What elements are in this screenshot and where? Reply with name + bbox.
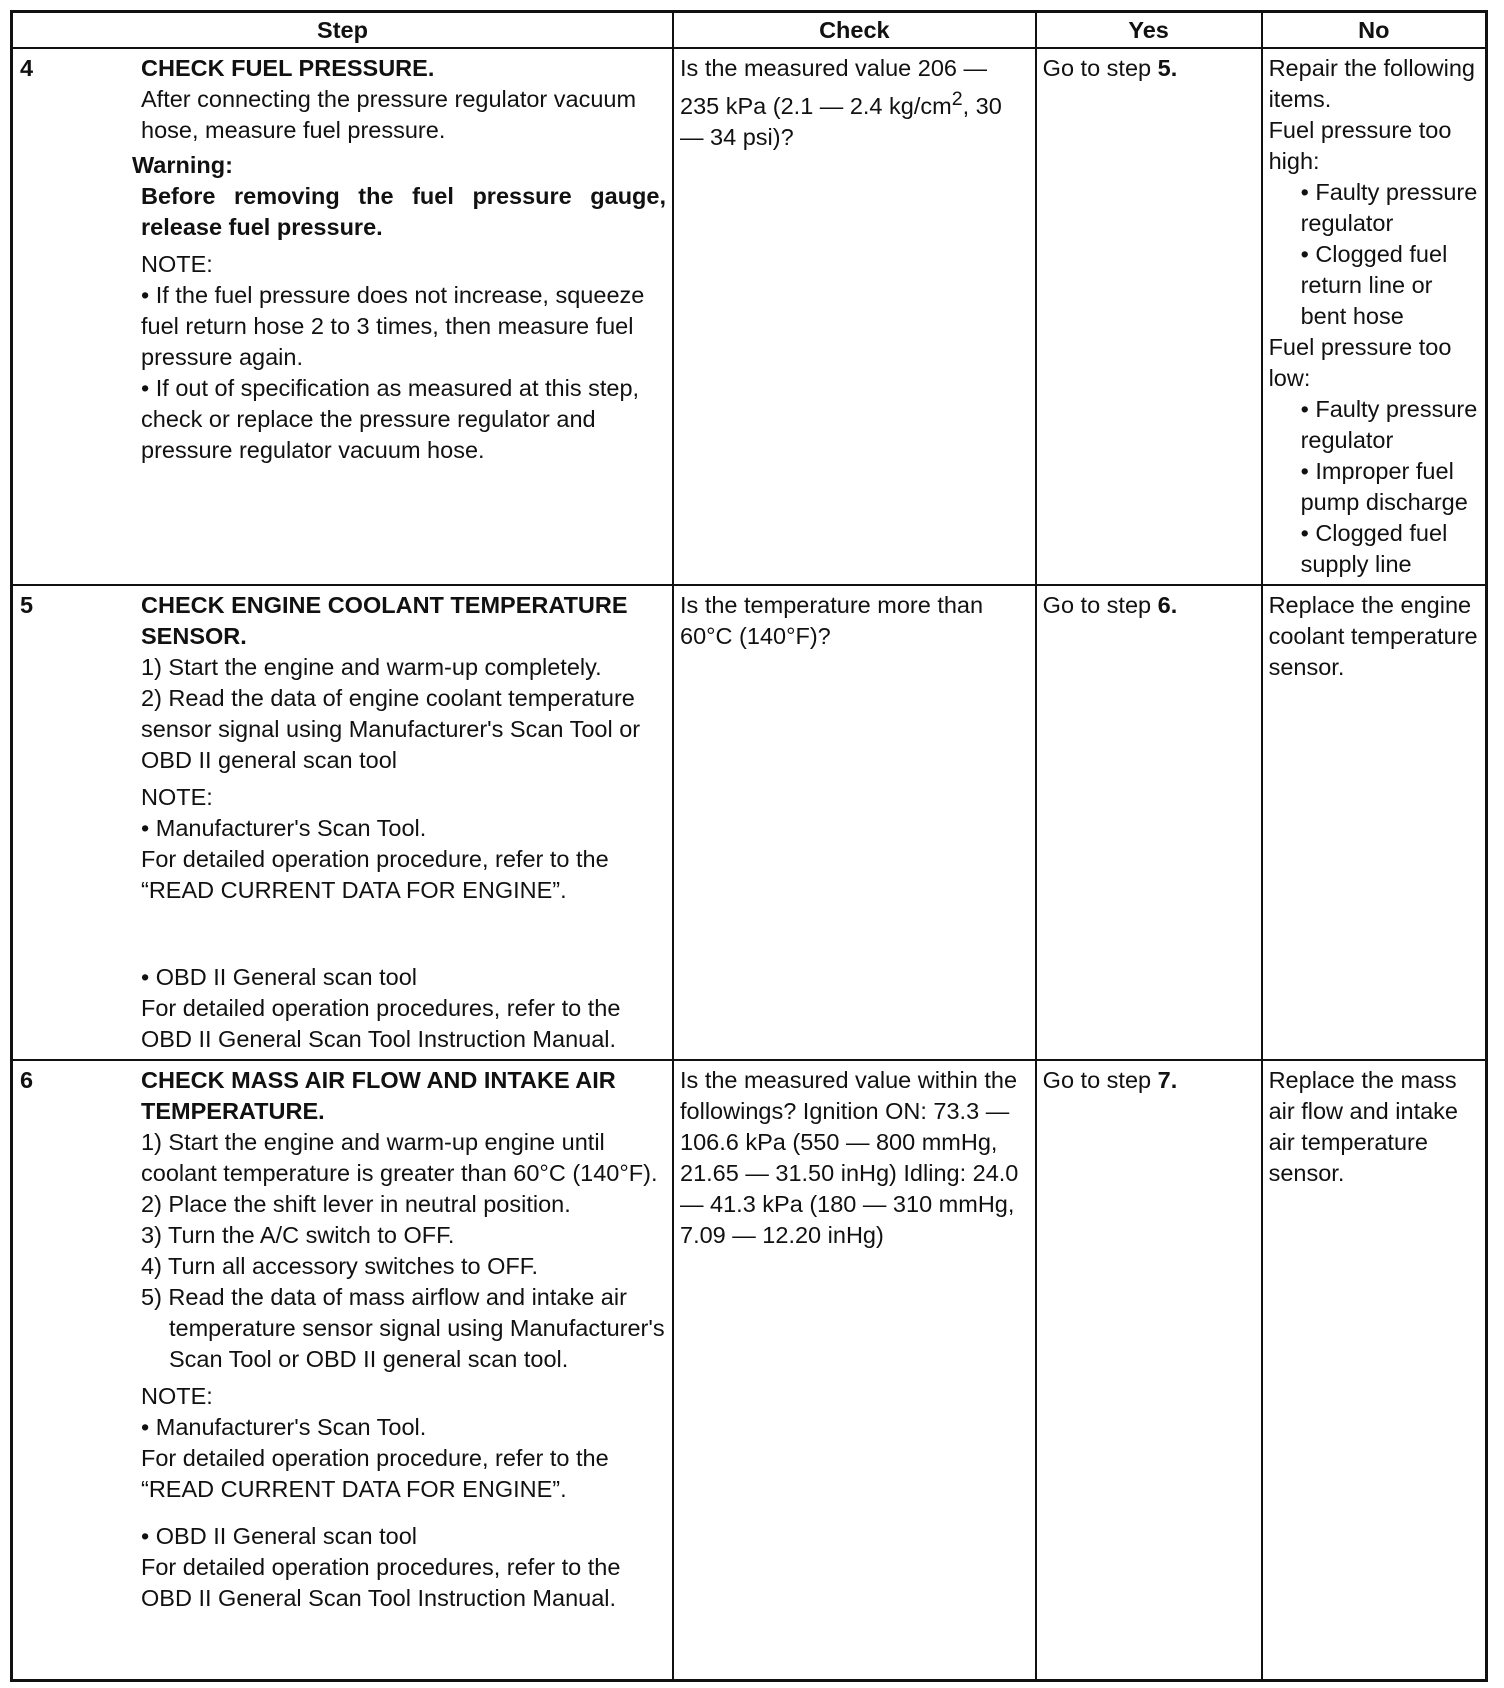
note-label: NOTE: (141, 251, 213, 277)
yes-step: 6. (1157, 592, 1178, 618)
diagnostic-table (10, 10, 1488, 1682)
note-item: • Manufacturer's Scan Tool. (141, 1414, 427, 1440)
no-item: • Faulty pressure regulator (1300, 179, 1478, 236)
note-text: For detailed operation procedures, refer to the OBD II General Scan Tool Instruction Manual. (141, 995, 621, 1052)
step-cell (12, 48, 674, 585)
check-text-end: , 30 — 34 psi)? (680, 92, 1002, 150)
yes-step: 7. (1157, 1067, 1178, 1093)
no-high-label: Fuel pressure too high: (1268, 117, 1452, 174)
yes-cell (1036, 48, 1262, 585)
yes-step: 5. (1157, 55, 1178, 81)
note-item: • If the fuel pressure does not increase, squeeze fuel return hose 2 to 3 times, then measure fuel pressure again. (141, 282, 645, 370)
note-label: NOTE: (141, 784, 213, 810)
check-cell (673, 48, 1036, 585)
yes-text: Go to step (1042, 1067, 1158, 1093)
procedure-step: 2) Read the data of engine coolant temperature sensor signal using Manufacturer's Scan Tool or OBD II general scan tool (141, 685, 641, 773)
note-text: For detailed operation procedures, refer to the OBD II General Scan Tool Instruction Manual. (141, 1554, 621, 1611)
step-intro: After connecting the pressure regulator vacuum hose, measure fuel pressure. (141, 86, 637, 143)
step-cell (12, 585, 674, 1060)
step-title: CHECK MASS AIR FLOW AND INTAKE AIR TEMPERATURE. (141, 1067, 616, 1124)
note-text: For detailed operation procedure, refer to the “READ CURRENT DATA FOR ENGINE”. (141, 846, 609, 903)
yes-text: Go to step (1042, 55, 1158, 81)
yes-text: Go to step (1042, 592, 1158, 618)
procedure-step: 2) Place the shift lever in neutral position. (141, 1191, 571, 1217)
header-check: Check (673, 12, 1036, 49)
header-no: No (1262, 12, 1487, 49)
header-row (12, 12, 1487, 49)
note-item: • OBD II General scan tool (141, 1523, 417, 1549)
no-cell: Replace the mass air flow and intake air temperature sensor. (1262, 1060, 1487, 1680)
header-step: Step (12, 12, 674, 49)
warning-label: Warning: (132, 152, 233, 178)
note-item: • OBD II General scan tool (141, 964, 417, 990)
no-item: • Improper fuel pump discharge (1300, 458, 1468, 515)
no-cell: Replace the engine coolant temperature sensor. (1262, 585, 1487, 1060)
step-number: 5 (20, 592, 34, 618)
note-text: For detailed operation procedure, refer to the “READ CURRENT DATA FOR ENGINE”. (141, 1445, 609, 1502)
procedure-step: 4) Turn all accessory switches to OFF. (141, 1253, 539, 1279)
step-number: 4 (20, 55, 34, 81)
no-item: • Clogged fuel supply line (1300, 520, 1448, 577)
note-item: • If out of specification as measured at this step, check or replace the pressure regulator and pressure regulator vacuum hose. (141, 375, 640, 463)
step-title: CHECK FUEL PRESSURE. (141, 55, 435, 81)
header-yes: Yes (1036, 12, 1262, 49)
procedure-step: 5) Read the data of mass airflow and intake air temperature sensor signal using Manufacturer's Scan Tool or OBD II general scan tool. (141, 1284, 665, 1372)
step-title: CHECK ENGINE COOLANT TEMPERATURE SENSOR. (141, 592, 628, 649)
step-cell (12, 1060, 674, 1680)
note-label: NOTE: (141, 1383, 213, 1409)
check-text: Is the measured value 206 — 235 kPa (2.1 — 2.4 kg/cm (680, 55, 987, 119)
check-cell: Is the temperature more than 60°C (140°F)? (673, 585, 1036, 1060)
no-cell (1262, 48, 1487, 585)
warning-text: Before removing the fuel pressure gauge, release fuel pressure. (141, 183, 667, 240)
table-row (12, 1060, 1487, 1680)
check-superscript: 2 (951, 88, 963, 110)
procedure-step: 1) Start the engine and warm-up engine until coolant temperature is greater than 60°C (140°F). (141, 1129, 658, 1186)
note-item: • Manufacturer's Scan Tool. (141, 815, 427, 841)
no-intro: Repair the following items. (1268, 55, 1475, 112)
no-item: • Clogged fuel return line or bent hose (1300, 241, 1448, 329)
table-row (12, 585, 1487, 1060)
no-item: • Faulty pressure regulator (1300, 396, 1478, 453)
procedure-step: 3) Turn the A/C switch to OFF. (141, 1222, 455, 1248)
check-cell: Is the measured value within the followings? Ignition ON: 73.3 — 106.6 kPa (550 — 800 mmHg, 21.65 — 31.50 inHg) Idling: 24.0 — 41.3 kPa (180 — 310 mmHg, 7.09 — 12.20 inHg) (673, 1060, 1036, 1680)
no-low-label: Fuel pressure too low: (1268, 334, 1452, 391)
yes-cell (1036, 1060, 1262, 1680)
procedure-step: 1) Start the engine and warm-up completely. (141, 654, 602, 680)
step-number: 6 (20, 1067, 34, 1093)
table-row (12, 48, 1487, 585)
yes-cell (1036, 585, 1262, 1060)
